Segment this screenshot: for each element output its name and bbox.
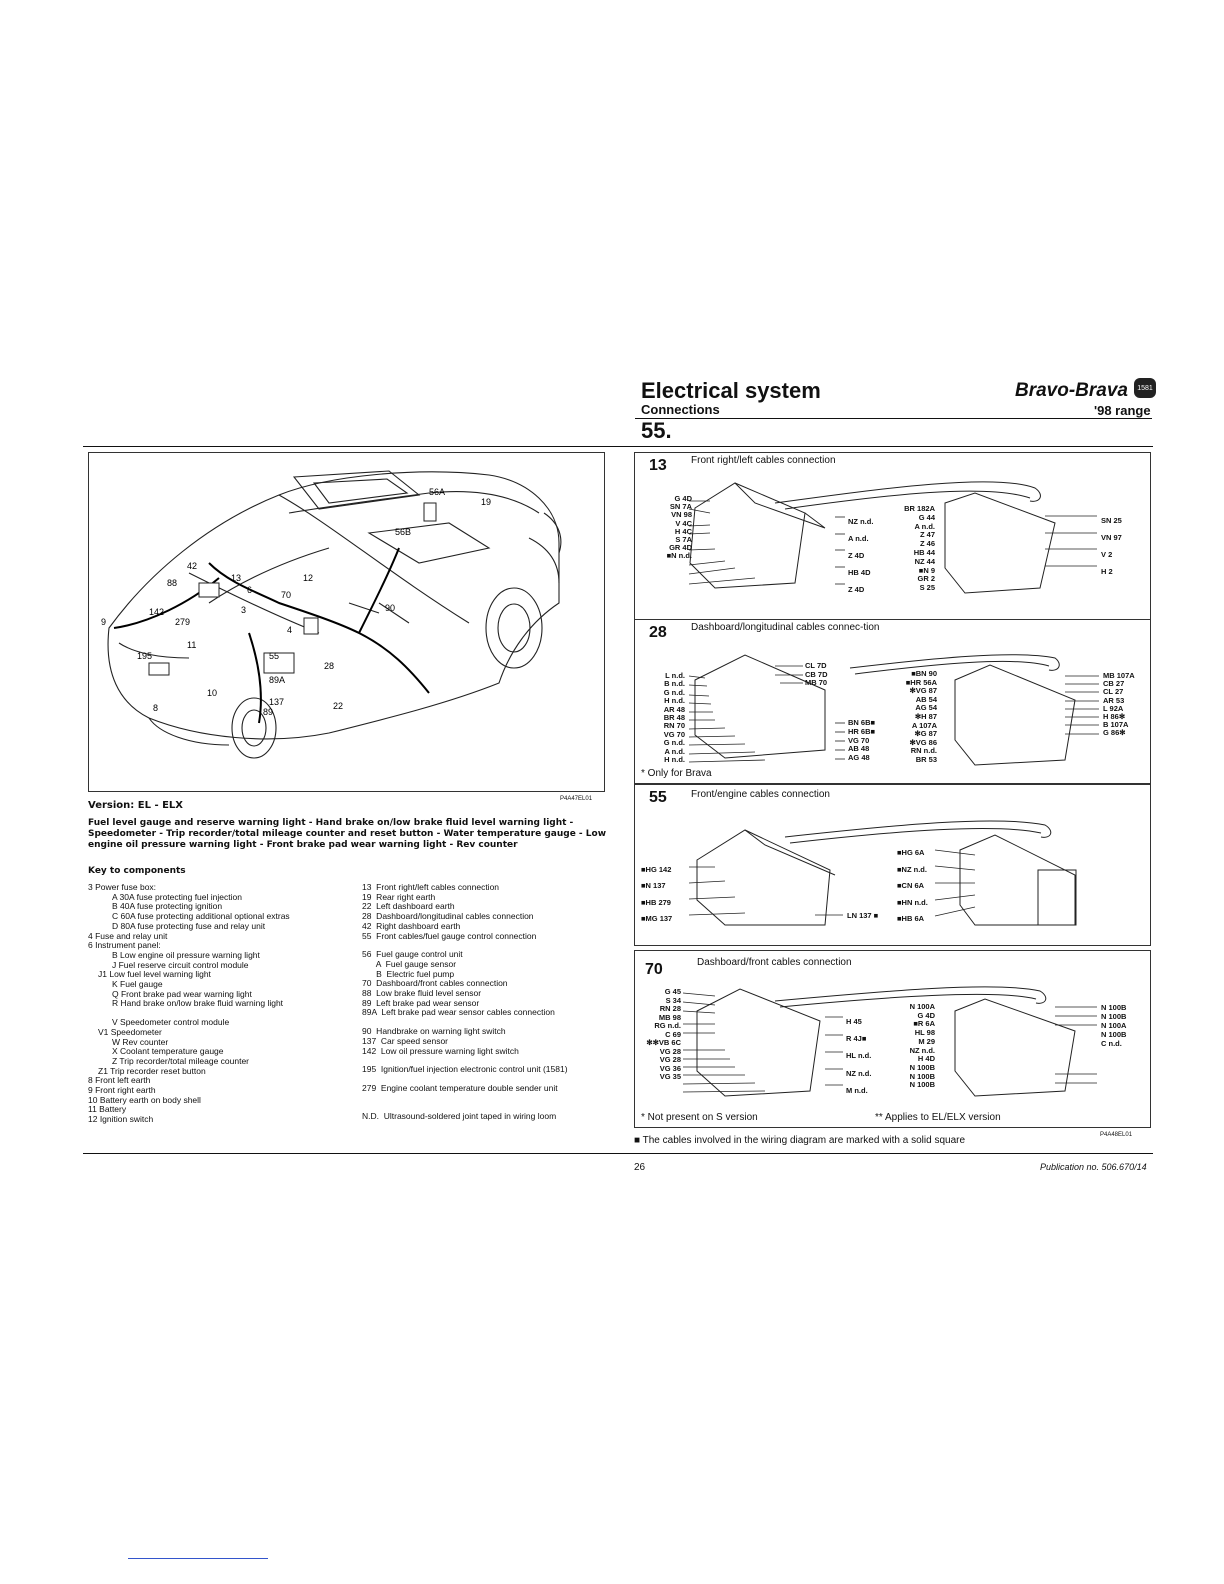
key-item: 10 Battery earth on body shell [88,1094,201,1105]
wire-label: AB 48 [848,744,870,754]
wire-label: N 100B [909,1062,935,1072]
key-item: 22 Left dashboard earth [362,901,455,912]
wire-label: M 29 [918,1036,935,1046]
key-item: Z Trip recorder/total mileage counter [112,1055,250,1066]
wire-label: G n.d. [663,687,685,697]
wire-label: NZ 44 [914,556,935,566]
callout: 56A [429,487,446,497]
key-item: 19 Rear right earth [362,891,436,902]
key-item: 90 Handbrake on warning light switch [362,1026,506,1037]
wire-label: VG 28 [659,1046,681,1056]
section-title: Electrical system [641,378,821,403]
wire-label: VG 28 [659,1055,681,1064]
page-number: 26 [634,1162,646,1173]
key-item: 195 Ignition/fuel injection electronic control unit (1581) [362,1064,568,1075]
footnote-s-version: * Not present on S version [641,1112,758,1123]
key-item: 142 Low oil pressure warning light switch [362,1045,519,1056]
wire-label: M n.d. [846,1085,868,1095]
wire-label: H n.d. [664,755,685,765]
wire-label: G n.d. [663,738,685,748]
key-list-left [88,883,358,1125]
connector-number: 28 [649,624,667,641]
callout: 9 [101,617,107,627]
wire-label: AG 48 [848,753,870,763]
wire-label: GR 2 [917,574,935,584]
connector-28-top-labels [805,662,828,688]
key-item: K Fuel gauge [112,979,163,990]
wire-label: Z 46 [919,539,935,549]
wire-label: HR 6B■ [848,726,876,736]
connector-55-left-labels [641,862,672,927]
key-item: 13 Front right/left cables connection [362,882,500,892]
wire-label: MB 70 [805,678,828,688]
callout: 137 [269,697,285,707]
connector-panel-13 [634,452,1151,620]
connector-55-right-labels [897,845,928,928]
key-item: J1 Low fuel level warning light [98,969,211,980]
footnote-el-elx: ** Applies to EL/ELX version [875,1112,1001,1123]
wire-label: B n.d. [664,679,685,689]
wire-label: BR 48 [663,713,685,723]
key-item: D 80A fuse protecting fuse and relay unit [112,920,266,931]
wire-label: AR 48 [663,704,685,714]
key-item: Z1 Trip recorder reset button [98,1065,206,1076]
wire-label: RN 70 [663,721,685,731]
connector-13-right-inner-labels [885,505,935,593]
model-name: Bravo-Brava [1015,380,1128,401]
wire-label: AG 54 [915,703,937,713]
callout: 6 [247,585,253,595]
wire-label: L 92A [1103,703,1124,713]
wire-label: VN 98 [671,510,692,520]
wire-label: ■HG 6A [897,848,925,857]
key-item: V Speedometer control module [112,1017,230,1028]
wire-label: C 69 [665,1029,681,1039]
connector-panel-55 [634,784,1151,946]
wire-label: R 4J■ [846,1034,867,1044]
wire-label: G 4D [674,494,692,503]
wire-label: H n.d. [664,696,685,706]
key-item: V1 Speedometer [98,1026,162,1037]
wire-label: CL 7D [805,661,827,670]
callout: 19 [481,497,492,507]
wire-label: AB 54 [915,694,937,704]
version-label: Version: EL - ELX [88,800,183,811]
wire-label: ■HB 6A [897,914,925,923]
functions-description: Fuel level gauge and reserve warning light - Hand brake on/low brake fluid level warning light - Speedometer - Trip recorder/total mileage counter and reset button - Water temperature gauge - Low engine oil pressure warning light - Front brake pad wear warning light - Rev counter [88,818,607,850]
wire-label: NZ n.d. [848,517,874,526]
bottom-rule [83,1153,1153,1154]
wire-label: B 107A [1103,720,1129,730]
wire-label: ■NZ n.d. [897,864,927,874]
callout: 195 [137,651,153,661]
wire-label: G 45 [664,987,681,996]
wire-label: BR 53 [915,754,937,764]
connector-number: 70 [645,961,663,978]
wire-label: RG n.d. [654,1021,681,1030]
wire-label: BN 6B■ [848,718,876,727]
connector-13-left-labels [635,495,692,561]
key-list-right [362,883,607,1121]
header-rule [635,418,1152,419]
top-rule [83,446,1153,447]
wire-label: N 100B [1101,1003,1127,1012]
car-drawing [89,453,604,791]
wire-label: A n.d. [848,534,869,543]
connector-55-mid-label: LN 137 ■ [847,911,879,920]
wire-label: NZ n.d. [909,1045,935,1055]
wire-label: ■N 9 [918,565,935,575]
wire-label: ■MG 137 [641,913,673,923]
key-item: 56 Fuel gauge control unit [362,949,463,960]
legend-note: ■ The cables involved in the wiring diagram are marked with a solid square [634,1135,966,1146]
key-item: 12 Ignition switch [88,1114,154,1125]
wire-label: MB 98 [658,1012,681,1022]
wire-label: HL 98 [914,1028,935,1038]
wire-label: ■HG 142 [641,865,672,874]
callout: 22 [333,701,344,711]
legend-code: P4A48EL01 [1100,1132,1133,1138]
key-item: 89 Left brake pad wear sensor [362,997,480,1008]
wire-label: ✻G 87 [914,729,937,739]
callout: 3 [241,605,247,615]
connector-28-right-inner-labels [885,670,937,765]
wire-label: VN 97 [1101,533,1122,542]
wire-label: Z 4D [848,585,865,594]
callout: 279 [175,617,191,627]
connector-70-mid-labels [846,1013,871,1099]
callout: 12 [303,573,314,583]
wire-label: N 100A [909,1002,935,1011]
wire-label: V 2 [1101,550,1113,559]
wire-label: ■N 137 [641,881,666,891]
key-item: 28 Dashboard/longitudinal cables connection [362,911,534,922]
wire-label: SN 25 [1101,516,1122,525]
figure-number: 55. [641,418,672,443]
wire-label: RN n.d. [910,746,937,756]
key-item: B Electric fuel pump [362,968,455,979]
car-wiring-illustration [88,452,605,792]
wire-label: SN 7A [669,502,692,512]
key-item: X Coolant temperature gauge [112,1046,224,1057]
figure-code: P4A47EL01 [560,796,593,802]
engine-logo-icon: 1581 [1134,378,1156,398]
callout: 89 [263,707,274,717]
key-item: 89A Left brake pad wear sensor cables connection [362,1007,555,1018]
wire-label: H 4C [674,526,692,536]
link-underline [128,1558,268,1559]
key-item: Q Front brake pad wear warning light [112,988,252,999]
wire-label: ✻✻VB 6C [646,1038,681,1047]
connector-title: Dashboard/front cables connection [697,957,852,968]
wire-label: CL 27 [1103,687,1124,697]
connector-13-right-labels [1101,512,1122,580]
wire-label: ■HB 279 [641,897,671,907]
wire-label: A n.d. [664,746,685,756]
key-item: 4 Fuse and relay unit [88,930,168,941]
connector-28-mid-labels [848,719,875,763]
key-item: B Low engine oil pressure warning light [112,949,260,960]
wire-label: AR 53 [1103,695,1125,705]
wire-label: ✻VG 87 [909,686,937,696]
key-item: 279 Engine coolant temperature double sender unit [362,1082,558,1093]
key-item: J Fuel reserve circuit control module [112,959,249,970]
wire-label: BR 182A [904,504,935,513]
wire-label: G 4D [917,1010,935,1020]
key-item: 70 Dashboard/front cables connection [362,978,508,989]
key-item: 55 Front cables/fuel gauge control connection [362,930,537,941]
wire-label: NZ n.d. [846,1068,872,1078]
wire-label: N 100A [1101,1021,1127,1030]
wire-label: ■N n.d. [666,551,692,561]
wire-label: G 86✻ [1103,728,1126,738]
callout: 8 [153,703,159,713]
key-heading: Key to components [88,866,186,876]
key-item: 3 Power fuse box: [88,882,157,892]
key-item: R Hand brake on/low brake fluid warning light [112,998,284,1009]
wire-label: H 2 [1101,567,1113,576]
callout: 28 [324,661,335,671]
key-item: 8 Front left earth [88,1075,151,1086]
wire-label: S 34 [665,995,681,1005]
callout: 42 [187,561,198,571]
wire-label: C n.d. [1101,1039,1122,1048]
key-item: B 40A fuse protecting ignition [112,901,223,912]
connector-70-right-inner-labels [885,1003,935,1090]
wire-label: HB 4D [848,568,871,577]
wire-label: A 107A [911,720,937,730]
wire-label: CB 7D [805,669,828,679]
key-item: W Rev counter [112,1036,169,1047]
wire-label: ■HR 56A [905,677,937,687]
publication-number: Publication no. 506.670/14 [1040,1162,1147,1172]
wire-label: Z 47 [919,530,935,540]
callout: 55 [269,651,280,661]
section-subtitle: Connections [641,402,720,417]
wire-label: H 86✻ [1103,712,1126,722]
key-item [362,1094,607,1103]
callout: 56B [395,527,412,537]
key-item: 42 Right dashboard earth [362,920,461,931]
wire-label: ✻VG 86 [909,737,937,747]
wire-label: CB 27 [1103,679,1125,689]
callout: 11 [187,640,197,650]
callout: 142 [149,607,165,617]
key-item: 6 Instrument panel: [88,940,161,951]
callout: 13 [231,573,242,583]
connector-panel-70 [634,950,1151,1128]
wire-label: MB 107A [1103,671,1135,680]
connector-number: 13 [649,457,667,474]
wire-label: H 45 [846,1017,862,1026]
wire-label: VG 70 [848,735,870,745]
wire-label: ■HN n.d. [897,897,928,907]
key-item: C 60A fuse protecting additional optional extras [112,911,290,922]
wire-label: L n.d. [665,671,685,680]
wire-label: N 100B [1101,1030,1127,1039]
key-item: 11 Battery [88,1104,127,1115]
key-item: A Fuel gauge sensor [362,958,457,969]
wire-label: VG 36 [659,1063,681,1073]
wire-label: S 7A [675,535,692,545]
connector-title: Front right/left cables connection [691,455,836,466]
wire-label: G 44 [918,512,935,522]
connector-70-right-labels [1101,1003,1126,1048]
wire-label: N 100B [909,1071,935,1081]
wire-label: HB 44 [913,547,935,557]
wire-label: ■BN 90 [911,669,937,678]
model-range: '98 range [1094,403,1151,418]
connector-13-mid-labels [848,513,873,598]
callout: 90 [385,603,396,613]
connector-55-drawing [635,785,1150,945]
wire-label: Z 4D [848,551,865,560]
wire-label: RN 28 [659,1004,681,1013]
wire-label: H 4D [917,1054,935,1064]
wire-label: HL n.d. [846,1051,872,1061]
connector-28-right-labels [1103,672,1135,738]
key-item: N.D. Ultrasound-soldered joint taped in wiring loom [362,1110,557,1121]
key-item: 9 Front right earth [88,1085,156,1096]
wire-label: VG 70 [663,729,685,739]
footnote-brava: * Only for Brava [641,768,712,779]
key-item: 137 Car speed sensor [362,1035,448,1046]
wire-label: A n.d. [914,521,935,531]
connector-number: 55 [649,789,667,806]
callout: 88 [167,578,178,588]
connector-title: Dashboard/longitudinal cables connec-tion [691,622,880,633]
key-item: 88 Low brake fluid level sensor [362,988,482,999]
wire-label: ■CN 6A [897,881,925,890]
connector-title: Front/engine cables connection [691,789,830,800]
connector-28-left-labels [635,672,685,764]
wire-label: VG 35 [659,1072,681,1081]
callout: 10 [207,688,218,698]
connector-70-left-labels [635,988,681,1082]
wire-label: V 4C [675,518,692,528]
wire-label: ✻H 87 [914,711,937,721]
connector-panel-28 [634,620,1151,784]
key-item: A 30A fuse protecting fuel injection [112,891,242,902]
callout: 89A [269,675,286,685]
wire-label: GR 4D [669,543,692,553]
wire-label: S 25 [919,583,935,593]
wire-label: N 100B [1101,1012,1127,1021]
callout: 4 [287,625,293,635]
wire-label: ■R 6A [913,1019,935,1029]
wire-label: N 100B [909,1080,935,1090]
callout: 70 [281,590,292,600]
